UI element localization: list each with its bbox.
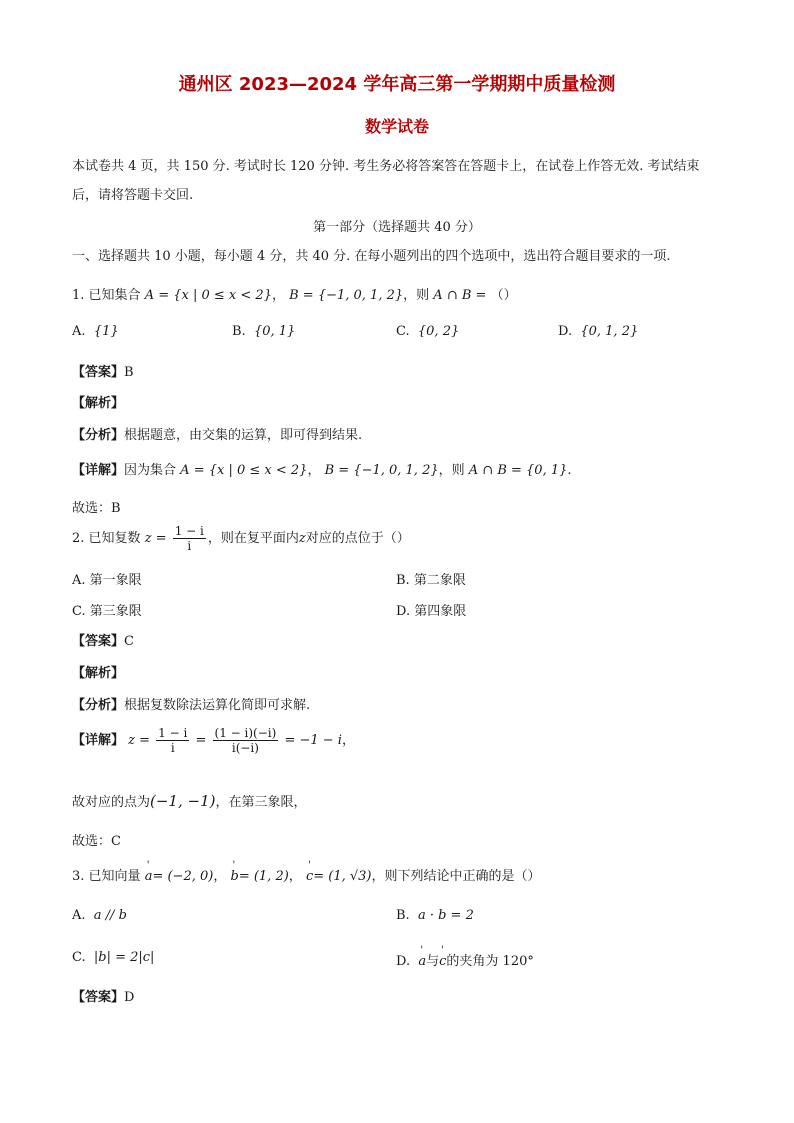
- intro-line-2: 后，请将答题卡交回.: [72, 188, 194, 203]
- vector-c: ' c: [306, 869, 313, 884]
- section-instruction: 一、选择题共 10 小题，每小题 4 分，共 40 分. 在每小题列出的四个选项中，选出符合题目要求的一项.: [72, 249, 671, 264]
- q2-option-a: A. 第一象限: [72, 573, 142, 588]
- q1-option-d: D. {0, 1, 2}: [558, 324, 639, 339]
- intersection-expr: A ∩ B =: [433, 288, 487, 303]
- q3-option-c: C. |b| = 2|c|: [72, 950, 155, 965]
- q3-answer: 【答案】D: [72, 990, 135, 1005]
- q1-answer: 【答案】B: [72, 365, 134, 380]
- section-title: 第一部分（选择题共 40 分）: [313, 220, 481, 235]
- q1-option-b: B. {0, 1}: [232, 324, 296, 339]
- question-3-stem: 3. 已知向量 ' a= (−2, 0)， ' b= (1, 2)， ' c= (1, √3)，则下列结论中正确的是（）: [72, 865, 541, 884]
- q1-detail: 【详解】因为集合 A = {x | 0 ≤ x < 2}， B = {−1, 0, 1, 2}，则 A ∩ B = {0, 1}.: [72, 463, 572, 478]
- q2-detail: 【详解】 z = $\frac{1 - i}{i}$ = $\frac{(1 - i)(-i)}{i(-i)}$ = −1 − i，: [72, 726, 355, 755]
- q2-option-d: D. 第四象限: [396, 604, 467, 619]
- q1-analysis-label: 【解析】: [72, 396, 125, 411]
- question-2-stem: 2. 已知复数 z = $\frac{1 - i}{i}$ ，则在复平面内z对应的点位于（）: [72, 524, 410, 553]
- q2-answer: 【答案】C: [72, 634, 134, 649]
- q2-option-c: C. 第三象限: [72, 604, 142, 619]
- set-b: B = {−1, 0, 1, 2}: [289, 288, 404, 303]
- question-1-stem: 1. 已知集合 A = {x | 0 ≤ x < 2}， B = {−1, 0, 1, 2}，则 A ∩ B = （）: [72, 288, 517, 303]
- q2-fenxi: 【分析】根据复数除法运算化简即可求解.: [72, 698, 311, 713]
- q3-option-d: D. ' a与' c的夹角为 120°: [396, 950, 534, 969]
- q2-point: 故对应的点为(−1, −1)，在第三象限，: [72, 792, 307, 810]
- q2-option-b: B. 第二象限: [396, 573, 466, 588]
- intro-line-1: 本试卷共 4 页，共 150 分. 考试时长 120 分钟. 考生务必将答案答在答题卡上，在试卷上作答无效. 考试结束: [72, 159, 700, 174]
- q2-analysis-label: 【解析】: [72, 666, 125, 681]
- vector-b: ' b: [230, 869, 238, 884]
- fraction: $\frac{1 - i}{i}$: [174, 524, 204, 553]
- q3-option-a: A. a // b: [72, 908, 127, 923]
- q3-option-b: B. a · b = 2: [396, 908, 474, 923]
- q1-choose: 故选：B: [72, 501, 121, 516]
- exam-subtitle: 数学试卷: [364, 117, 429, 136]
- vector-a: ' a: [145, 869, 153, 884]
- q1-option-c: C. {0, 2}: [396, 324, 460, 339]
- set-a: A = {x | 0 ≤ x < 2}: [144, 288, 272, 303]
- q2-choose: 故选：C: [72, 834, 121, 849]
- q1-option-a: A. {1}: [72, 324, 119, 339]
- exam-title: 通州区 2023—2024 学年高三第一学期期中质量检测: [178, 74, 616, 95]
- q1-fenxi: 【分析】根据题意，由交集的运算，即可得到结果.: [72, 428, 363, 443]
